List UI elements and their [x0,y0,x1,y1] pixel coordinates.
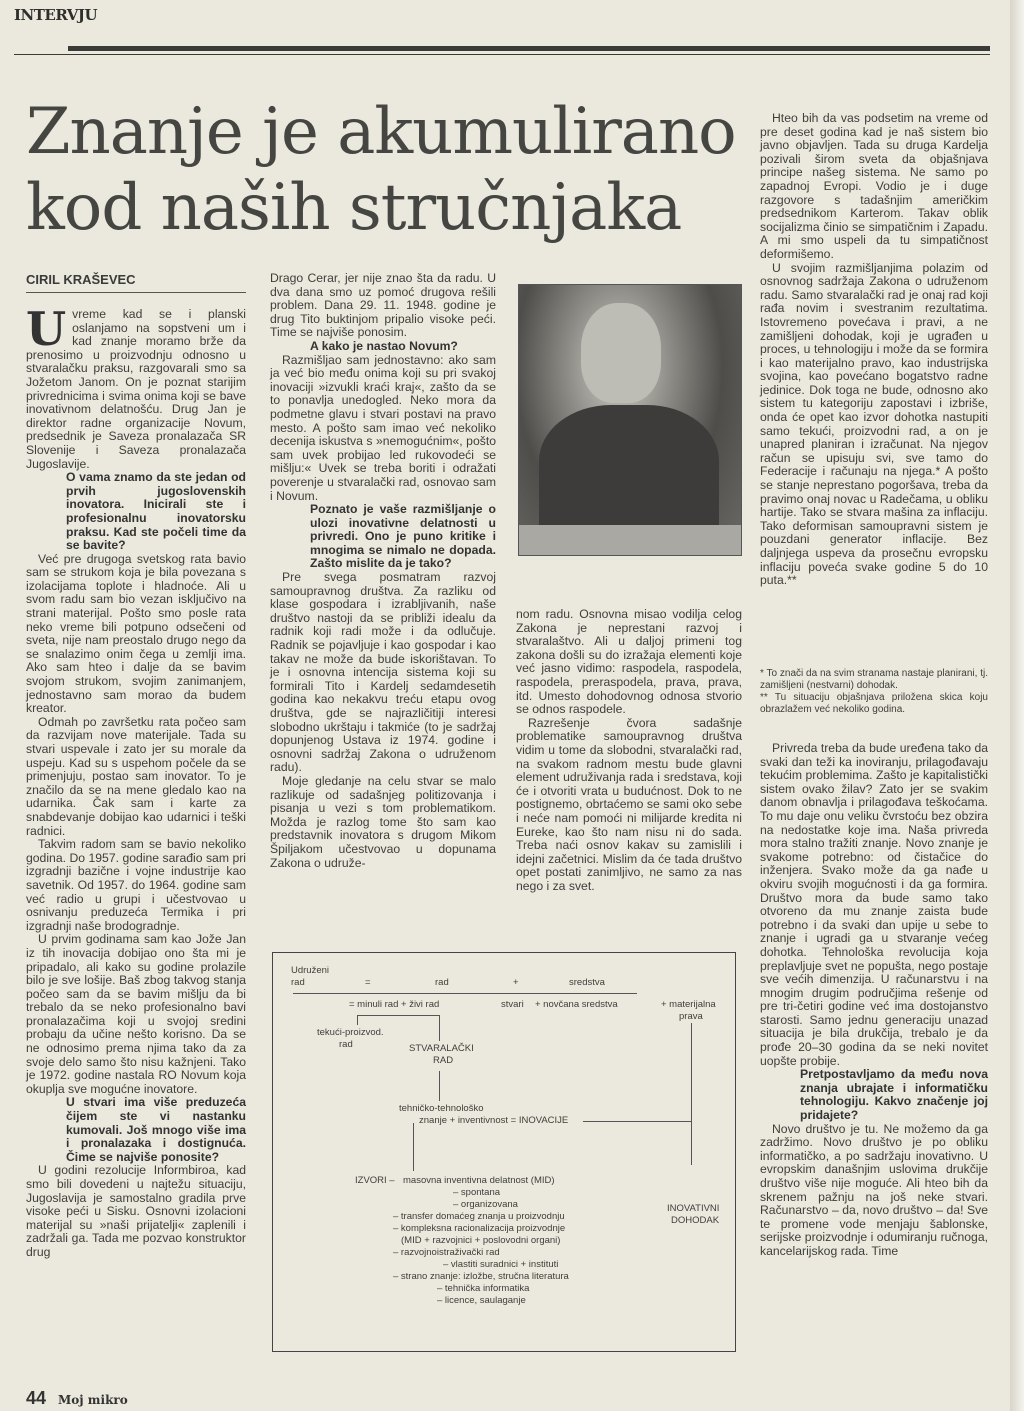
diagram-tehnicko: tehničko-tehnološko [399,1103,484,1114]
page-number: 44 [26,1388,47,1408]
paragraph: Već pre drugoga svetskog rata bavio sam se strukom koja je bila povezana s izolacijama toplote i hladnoće. Ali u svom radu sam bio vezan isključivo na strani materijal. Pošto smo posle rata neko vreme bili potpuno odsečeni od sveta, nije nam preostalo drugo nego da se snalazimo onim čega u zemlji ima. Ako sam hteo i dalje da se bavim svojom strukom, svojim zanimanjem, jednostavno sam morao da budem kreator. [26,551,246,716]
drop-cap: U [26,302,67,356]
interviewee-photo [518,284,742,556]
author-byline: CIRIL KRAŠEVEC [26,272,136,287]
photo-table-shape [519,525,741,555]
byline-rule [26,292,246,293]
diagram-arrow [413,1123,414,1171]
footnote-2: ** Tu situaciju objašnjava priložena skica koju obrazlažem već nekoliko godina. [760,692,988,715]
section-label: INTERVJU [14,6,98,24]
diagram-tekuci-rad: rad [339,1039,353,1050]
diagram-arrow [439,1071,440,1101]
paragraph-continued: Drago Cerar, jer nije znao šta da radu. U dva dana smo uz pomoć drugova rešili problem. Dana 29. 11. 1948. godine je drug Tito buktinjom pripalio visoke peći. Time se najviše ponosim. [270,271,496,340]
diagram-source-4: – transfer domaćeg znanja u proizvodnju [393,1211,565,1222]
diagram-materijalna: + materijalna [661,999,716,1010]
diagram-source-11: – licence, saulaganje [437,1295,526,1306]
paragraph: Hteo bih da vas podsetim na vreme od pre deset godina kad je naš sistem bio javno objavljen. Tada su druga Kardelja pozivali širom sveta da objašnjava principe našeg sistema. Ne samo po zapadnoj Evropi. Vodio je i duge razgovore s tadašnjim američkim predsednikom Karterom. Takav oblik socijalizma činio se simpatičnim i Zapadu. A mi smo uspeli da tu simpatičnost deformišemo. [760,111,988,261]
diagram-source-5: – kompleksna racionalizacija proizvodnje [393,1223,566,1234]
diagram-udruzeni: Udruženi [291,965,330,976]
interview-question: A kako je nastao Novum? [310,338,458,353]
diagram-equals: = [365,977,371,988]
paragraph: U prvim godinama sam kao Jože Jan iz tih inovacija dobijao ono šta mi je pripadalo, ali kako su godine prolazile bilo je sve lošije. Baš zbog takvog stanja počeo sam da se bavim mišlju da bi trebalo da se neko profesionalno bavi pronalazačima koji u svojoj sredini probaju da učine nešto korisno. Da se ne odnosimo prema njima tako da za svoje delo samo što nisu kažnjeni. Tako je 1972. godine nastala RO Novum koja okuplja sve mogućne inovatore. [26,932,246,1096]
paragraph: U godini rezolucije Informbiroa, kad smo bili dovedeni u najtežu situaciju, Jugoslavija je samostalno gradila prve visoke peći u Sisku. Osnovni izolacioni materijal su »naši prijatelji« zaplenili i zadržali ga. Tada me pozvao konstruktor drug [26,1163,246,1259]
interview-question: O vama znamo da ste jedan od prvih jugoslovenskih inovatora. Inicirali ste i profesionalnu inovatorsku praksu. Kad ste počeli time da se bavite? [66,470,246,553]
diagram-arrow [439,1015,440,1041]
column-4 [760,112,988,588]
diagram-izvori: IZVORI – [355,1175,395,1186]
diagram-line [357,1015,439,1016]
footnotes [760,668,988,716]
paragraph: Odmah po završetku rata počeo sam da razvijam nove materijale. Tada su stvari uspevale i zato jer su morale da uspeju. Kad su s uspehom počele da se primenjuju, postao sam inovator. To je značilo da se na mene gledalo kao na udarnika. Čak sam i karte za snabdevanje dobijao kao udarnici i teški radnici. [26,714,246,838]
paragraph-continued: nom radu. Osnovna misao vodilja celog Zakona je neprestani razvoj i stvaralaštvo. Ali u daljoj primeni tog zakona došli su do izražaja elementi koje već jasno vidimo: raspodela, raspodela, raspodela, preraspodela, prava, prava, itd. Umesto dohodovnog odnosa stvorio se odnos raspodele. [516,607,742,717]
lead-paragraph: Uvreme kad se i planski oslanjamo na sopstveni um i kad znanje moramo brže da prenosimo u proizvodnju odnosno u stvaralačku praksu, razgovarali smo sa Jožetom Janom. On je poznat starijim privrednicima i svima onima koji se bave inovativnom delatnošću. Drug Jan je direktor radne organizacije Novum, predsednik je Saveza pronalazača SR Slovenije i Saveza pronalazača Jugoslavije. [26,302,246,471]
diagram-tekuci: tekući-proizvod. [317,1027,384,1038]
diagram-source-1: masovna inventivna delatnost (MID) [403,1175,555,1186]
diagram-fraction-line [293,993,637,994]
column-2 [270,272,496,870]
paragraph: Moje gledanje na celu stvar se malo razlikuje od sadašnjeg politizovanja i pisanja u vezi s tom problematikom. Možda je razlog tome što sam kao predstavnik inovatora s drugom Mikom Špiljakom učestvovao u dopunama Zakona o udruže- [270,773,496,870]
diagram-plus: + [513,977,519,988]
diagram-source-3: – organizovana [453,1199,518,1210]
diagram-stvari: stvari [501,999,524,1010]
diagram-novcana: + novčana sredstva [535,999,618,1010]
column-4-continued [760,742,988,1259]
photo-head-shape [581,303,661,403]
diagram-source-2: – spontana [453,1187,501,1198]
paragraph: Takvim radom sam se bavio nekoliko godina. Do 1957. godine sarađio sam pri izgradnji bazične i vojne industrije kao savetnik. Od 1957. do 1964. godine sam već radio u grupi i učestvovao u osnivanju preduzeća Termika i pri izgradnji naše brodogradnje. [26,837,246,933]
diagram-inovativni: INOVATIVNI [667,1203,720,1214]
diagram-sredstva: sredstva [569,977,605,988]
diagram-minuli: = minuli rad + živi rad [349,999,440,1010]
diagram-source-8: – vlastiti suradnici + instituti [443,1259,559,1270]
interview-question: Poznato je vaše razmišljanje o ulozi inovativne delatnosti u privredi. Ono je puno kritike i mnogima se nimalo ne dopada. Zašto mislite da je tako? [310,502,496,571]
paragraph: Privreda treba da bude uređena tako da svaki dan teži ka inoviranju, prilagođavaju tekućim problemima. Zašto je kapitalistički sistem ovako žilav? Zato jer se svakim danom obnavlja i prilagođava teškoćama. To mu daje onu veliku čvrstoću bez obzira na nedostatke koje ima. Naša privreda mora stalno tražiti znanje. Novo znanje je svakome potrebno: od čistačice do inženjera. Svako može da ga nađe u okviru svojih mogućnosti i da ga formira. Društvo mora da bude samo tako otvoreno da mu znanje zaista bude potrebno i da svaki dan upije u sebe to znanje i ugradi ga u stvaranje većeg dohotka. Tehnološka revolucija koja preplavljuje svet ne popušta, nego postaje sve većih dimenzija. U računarstvu i na mnogim drugim područjima rešenje od pre tri-četiri godine već ima dostojanstvo starosti. Samo jednu generaciju unazad situacija je bila drukčija, trebalo je da prođe 20–30 godina da se neki novitet uopšte probije. [760,741,988,1068]
footnote-1: * To znači da na svim stranama nastaje planirani, tj. zamišljeni (nestvarni) dohodak. [760,668,988,691]
interview-question: Pretpostavljamo da među nova znanja ubrajate i informatičku tehnologiju. Kakvo značenje joj pridajete? [800,1067,988,1123]
paragraph: Pre svega posmatram razvoj samoupravnog društva. Za razliku od klase gospodara i izrabljivanih, naše društvo nastoji da se približi idealu da radnik koji radi može i da odlučuje. Radnik se pojavljuje i kao gospodar i kao takav ne može da bude iskorištavan. To je i osnovna intencija sistema koji su formirali Tito i Kardelj sedamdesetih godina kao nekakvu treću etapu ovog društva, gde se najrazličitiji interesi slobodno ukrštaju i takmiće (to je sadržaj dopunjenog Ustava iz 1974. godine i osnovni sadržaj Zakona o udruženom radu). [270,570,496,775]
diagram-source-6: (MID + razvojnici + poslovodni organi) [401,1235,561,1246]
diagram-rad: rad [435,977,449,988]
diagram-source-7: – razvojnoistraživački rad [393,1247,500,1258]
paragraph: Novo društvo je tu. Ne možemo da ga zadržimo. Novo društvo je po obliku informatičko, a po sadržaju inovativno. U evropskim današnjim uslovima drukčije društvo više nije moguće. Ali hteo bih da skrenem pažnju na još neke stvari. Računarstvo – da, novo društvo – da! Sve te promene vode menjaju šablonske, serijske proizvodnje i odumiranju ručnoga, kancelarijskog rada. Time [760,1121,988,1258]
page-edge [1010,0,1024,1411]
diagram-dohodak: DOHODAK [671,1215,720,1226]
diagram-box [272,952,736,1352]
diagram-line [583,1121,691,1122]
column-3 [516,608,742,893]
diagram-stvaralacki: STVARALAČKI [409,1043,474,1054]
diagram-rad-label: rad [291,977,305,988]
paragraph: Razrešenje čvora sadašnje problematike samoupravnog društva vidim u tome da slobodni, stvaralački rad, na svakom radnom mestu bude glavni element udruživanja rada i sredstava, koji će i otvoriti vrata u budućnost. Dok to ne postignemo, obrtaćemo se sami oko sebe i neće nam pomoći ni milijarde kredita ni Eureke, kao što nam nisu ni do sada. Treba naći osnov kakav su zamislili i idejni začetnici. Mislim da će tada društvo opet postati zanimljivo, ne samo za nas nego i za svet. [516,715,742,893]
column-1 [26,302,246,1260]
diagram-arrow [691,1023,692,1165]
diagram-prava: prava [679,1011,703,1022]
paragraph: Razmišljao sam jednostavno: ako sam ja već bio među onima koji su pri svakoj inovaciji »izvukli kraći kraj«, zašto da se to ponavlja unedogled. Neko mora da podmetne glavu i stvari postavi na pravo mesto. A pošto sam imao već nekoliko decenija iskustva s »nemogućnim«, pošto sam uvek probijao led rukovodeći se mišlju:« Uvek se treba boriti i odražati poverenje u stvaralački rad, osnovao sam i Novum. [270,352,496,503]
paragraph: U svojim razmišljanjima polazim od osnovnog sadržaja Zakona o udruženom radu. Samo stvaralački rad je onaj rad koji rađa novim i svestranim rezultatima. Istovremeno povećava i pravi, a ne zamišljeni dohodak, koji je ugrađen u proces, u tehnologiju i može da se formira i kao materijalno pravo, kao industrijska svojina, kao povećano bogatstvo radne jedinice. Dok toga ne bude, odnosno ako sistem tu kategoriju zapostavi i izbriše, onda će opet kao izvor dohotka nastupiti samo tekući, proizvodni rad, a on je unapred planiran i izračunat. Na njegov račun se upisuju svi, sve tamo do Federacije i računaju na njega.* A pošto se stanje neprestano pogoršava, treba da pravimo onaj novac u Radečama, u obliku hartije. Tako se stvara mašina za inflaciju. Tako deformisan samoupravni sistem je pouzdani generator inflacije. Bez daljnjega uspeva da prosečnu evropsku inflaciju poveća svake godine 5 do 10 puta.** [760,260,988,588]
diagram-source-10: – tehnička informatika [437,1283,530,1294]
header-rule [68,46,990,51]
header-rule-thin [14,54,990,55]
diagram-source-9: – strano znanje: izložbe, stručna literatura [393,1271,569,1282]
photo-body-shape [539,405,719,545]
diagram-stvaralacki-rad: RAD [433,1055,454,1066]
diagram-znanje: znanje + inventivnost = INOVACIJE [419,1115,569,1126]
article-title: Znanje je akumulirano kod naših stručnjaka [26,95,736,245]
interview-question: U stvari ima više preduzeća čijem ste vi nastanku kumovali. Još mnogo više ima i pronalazaka i dostignuća. Čime se najviše ponosite? [66,1095,246,1164]
magazine-name: Moj mikro [58,1393,128,1407]
diagram-arrow [357,1015,358,1025]
